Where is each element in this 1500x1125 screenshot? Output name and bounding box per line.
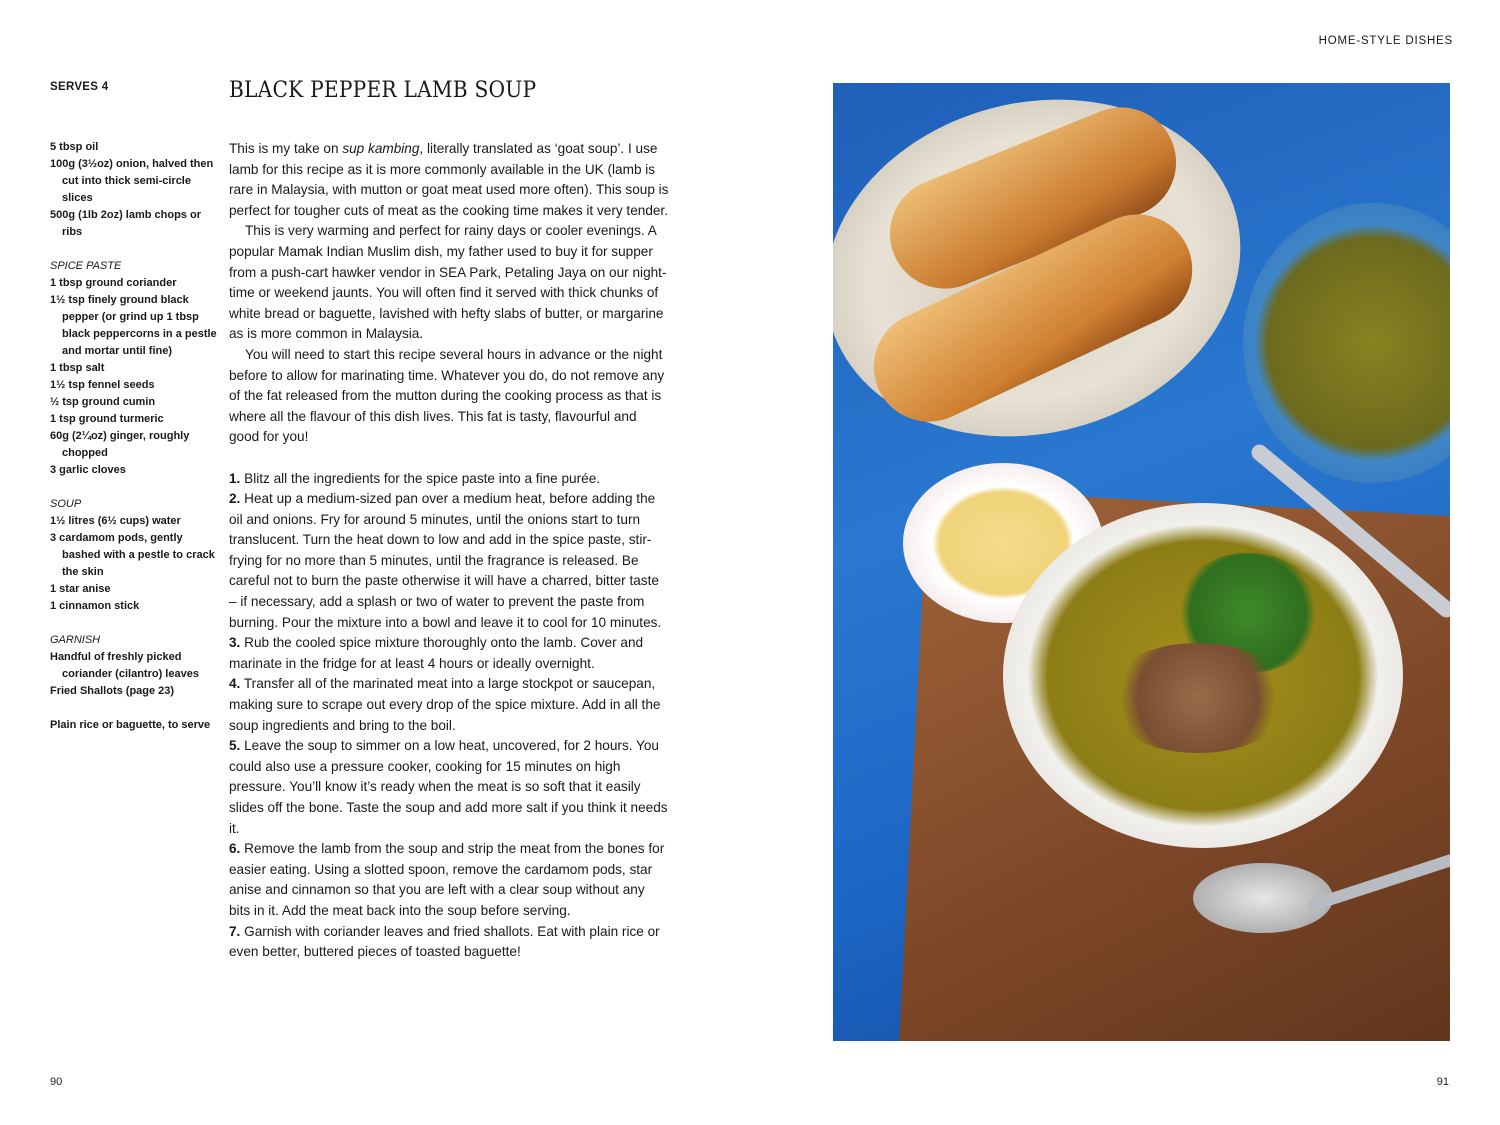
- step-number: 7.: [229, 923, 241, 939]
- ingredient-item: 1 cinnamon stick: [50, 600, 140, 612]
- ingredient-section: [50, 717, 220, 734]
- ingredient-item: 1½ litres (6½ cups) water: [50, 515, 181, 527]
- intro-paragraph-2: This is very warming and perfect for rainy days or cooler evenings. A popular Mamak Indian Muslim dish, my father used to buy it for supper from a push-cart hawker vendor in SEA Park, Petaling Jaya on our night-time or weekend jaunts. You will often find it served with thick chunks of white bread or baguette, lavished with hefty slabs of butter, or margarine as is more common in Malaysia.: [229, 223, 667, 342]
- page-number-left: 90: [50, 1076, 63, 1088]
- recipe-body: [229, 139, 669, 963]
- method-step: [229, 469, 669, 490]
- step-number: 3.: [229, 635, 241, 651]
- step-number: 5.: [229, 738, 241, 754]
- step-text: Leave the soup to simmer on a low heat, uncovered, for 2 hours. You could also use a pressure cooker, cooking for 15 minutes on high pressure. You’ll know it’s ready when the meat is so soft that it easily slides off the bone. Taste the soup and add more salt if you think it needs it.: [229, 738, 668, 836]
- ingredient-item: 1 star anise: [50, 583, 111, 595]
- ingredient-section: [50, 496, 220, 615]
- step-number: 6.: [229, 841, 241, 857]
- step-text: Heat up a medium-sized pan over a medium heat, before adding the oil and onions. Fry for around 5 minutes, until the onions start to turn translucent. Turn the heat down to low and add in the spice paste, stir-frying for no more than 5 minutes, until the fragrance is released. Be careful not to burn the paste otherwise it will have a charred, bitter taste – if necessary, add a splash or two of water to prevent the paste from burning. Pour the mixture into a bowl and leave it to cool for 10 minutes.: [229, 491, 662, 630]
- ingredient-item: 500g (1lb 2oz) lamb chops or ribs: [50, 209, 201, 238]
- ingredient-section-heading: GARNISH: [50, 634, 101, 646]
- step-number: 1.: [229, 470, 241, 486]
- step-number: 4.: [229, 676, 241, 692]
- running-head: HOME-STYLE DISHES: [1318, 35, 1453, 47]
- ingredient-item: 1 tbsp ground coriander: [50, 277, 177, 289]
- ingredient-item: 5 tbsp oil: [50, 141, 99, 153]
- ingredients-list: [50, 139, 220, 751]
- ingredient-section-heading: SPICE PASTE: [50, 260, 122, 272]
- method-step: [229, 839, 669, 921]
- lamb-meat: [1103, 643, 1293, 753]
- intro-paragraph-1: This is my take on sup kambing, literally translated as ‘goat soup’. I use lamb for this recipe as it is more commonly available in the UK (lamb is rare in Malaysia, with mutton or goat meat used more often). This soup is perfect for tougher cuts of meat as the cooking time makes it very tender.: [229, 141, 669, 218]
- method-step: [229, 489, 669, 633]
- method-step: [229, 674, 669, 736]
- ingredient-item: Plain rice or baguette, to serve: [50, 719, 211, 731]
- method-step: [229, 736, 669, 839]
- step-text: Blitz all the ingredients for the spice paste into a fine purée.: [244, 470, 601, 486]
- ingredient-item: 1 tsp ground turmeric: [50, 413, 164, 425]
- method-steps: [229, 469, 669, 963]
- step-text: Garnish with coriander leaves and fried shallots. Eat with plain rice or even better, buttered pieces of toasted baguette!: [229, 923, 660, 960]
- ingredient-item: 60g (2¼oz) ginger, roughly chopped: [50, 430, 190, 459]
- ingredient-section: [50, 632, 220, 700]
- ingredient-item: ½ tsp ground cumin: [50, 396, 156, 408]
- ingredient-item: 3 cardamom pods, gently bashed with a pestle to crack the skin: [50, 532, 215, 578]
- step-text: Rub the cooled spice mixture thoroughly onto the lamb. Cover and marinate in the fridge for at least 4 hours or ideally overnight.: [229, 635, 644, 671]
- step-text: Transfer all of the marinated meat into a large stockpot or saucepan, making sure to scrape out every drop of the spice mixture. Add in all the soup ingredients and bring to the boil.: [229, 676, 661, 733]
- step-text: Remove the lamb from the soup and strip the meat from the bones for easier eating. Using a slotted spoon, remove the cardamom pods, star anise and cinnamon so that you are left with a clear soup without any bits in it. Add the meat back into the soup before serving.: [229, 841, 665, 918]
- ingredient-item: 1½ tsp fennel seeds: [50, 379, 155, 391]
- method-step: [229, 922, 669, 963]
- ingredient-item: 100g (3½oz) onion, halved then cut into thick semi-circle slices: [50, 158, 214, 204]
- ingredient-item: 3 garlic cloves: [50, 464, 126, 476]
- ingredient-section: [50, 139, 220, 241]
- page-number-right: 91: [1436, 1076, 1449, 1088]
- step-number: 2.: [229, 491, 241, 507]
- serves-label: SERVES 4: [50, 81, 109, 93]
- ingredient-item: 1½ tsp finely ground black pepper (or grind up 1 tbsp black peppercorns in a pestle and mortar until fine): [50, 294, 217, 357]
- small-soup-bowl: [1243, 203, 1450, 483]
- ingredient-item: Handful of freshly picked coriander (cilantro) leaves: [50, 651, 199, 680]
- soup-photo: [833, 83, 1450, 1041]
- intro-paragraph-3: You will need to start this recipe several hours in advance or the night before to allow for marinating time. Whatever you do, do not remove any of the fat released from the mutton during the cooking process as that is where all the flavour of this dish lives. This fat is tasty, flavourful and good for you!: [229, 346, 665, 445]
- ingredient-section-heading: SOUP: [50, 498, 82, 510]
- ingredient-item: 1 tbsp salt: [50, 362, 105, 374]
- ingredient-item: Fried Shallots (page 23): [50, 685, 175, 697]
- recipe-title: BLACK PEPPER LAMB SOUP: [229, 78, 537, 103]
- method-step: [229, 633, 669, 674]
- ingredient-section: [50, 258, 220, 479]
